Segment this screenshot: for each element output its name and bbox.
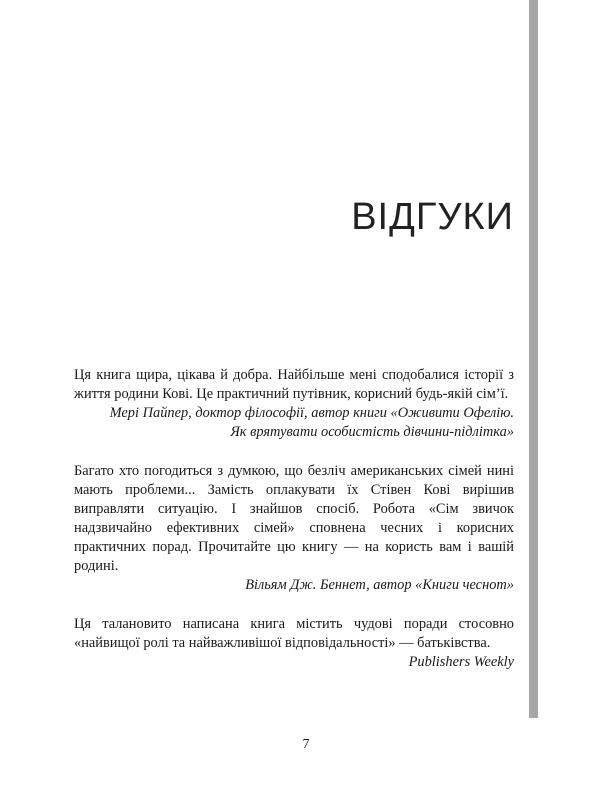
review-text: Ця талановито написана книга містить чудові поради стосовно «найвищої ролі та найважливішої відповідальності» — батьківства. bbox=[74, 616, 514, 651]
page-number: 7 bbox=[302, 737, 310, 752]
review-author: Мері Пайпер, доктор філософії, автор книги «Оживити Офелію. bbox=[109, 405, 514, 421]
page-title: ВІДГУКИ bbox=[351, 196, 514, 238]
review-item bbox=[74, 366, 514, 442]
page-edge-bar bbox=[529, 0, 538, 718]
review-text: Багато хто погодиться з думкою, що безліч американських сімей нині мають проблеми... Замість оплакувати їх Стівен Кові вирішив виправляти ситуацію. І знайшов спосіб. Робота «Сім звичок надзвичайно ефективних сімей» сповнена чесних і корисних практичних порад. Прочитайте цю книгу — на користь вам і вашій родині. bbox=[74, 463, 514, 574]
reviews-list bbox=[74, 366, 514, 692]
review-author: Вільям Дж. Беннет, автор «Книги чеснот» bbox=[245, 577, 514, 593]
review-item bbox=[74, 615, 514, 672]
review-text: Ця книга щира, цікава й добра. Найбільше мені сподобалися історії з життя родини Кові. Це практичний путівник, корисний будь-якій сім’ї. bbox=[74, 367, 514, 402]
review-author: Publishers Weekly bbox=[408, 654, 514, 670]
review-author-book: Як врятувати особистість дівчини-підлітка» bbox=[230, 424, 514, 440]
review-item bbox=[74, 462, 514, 595]
